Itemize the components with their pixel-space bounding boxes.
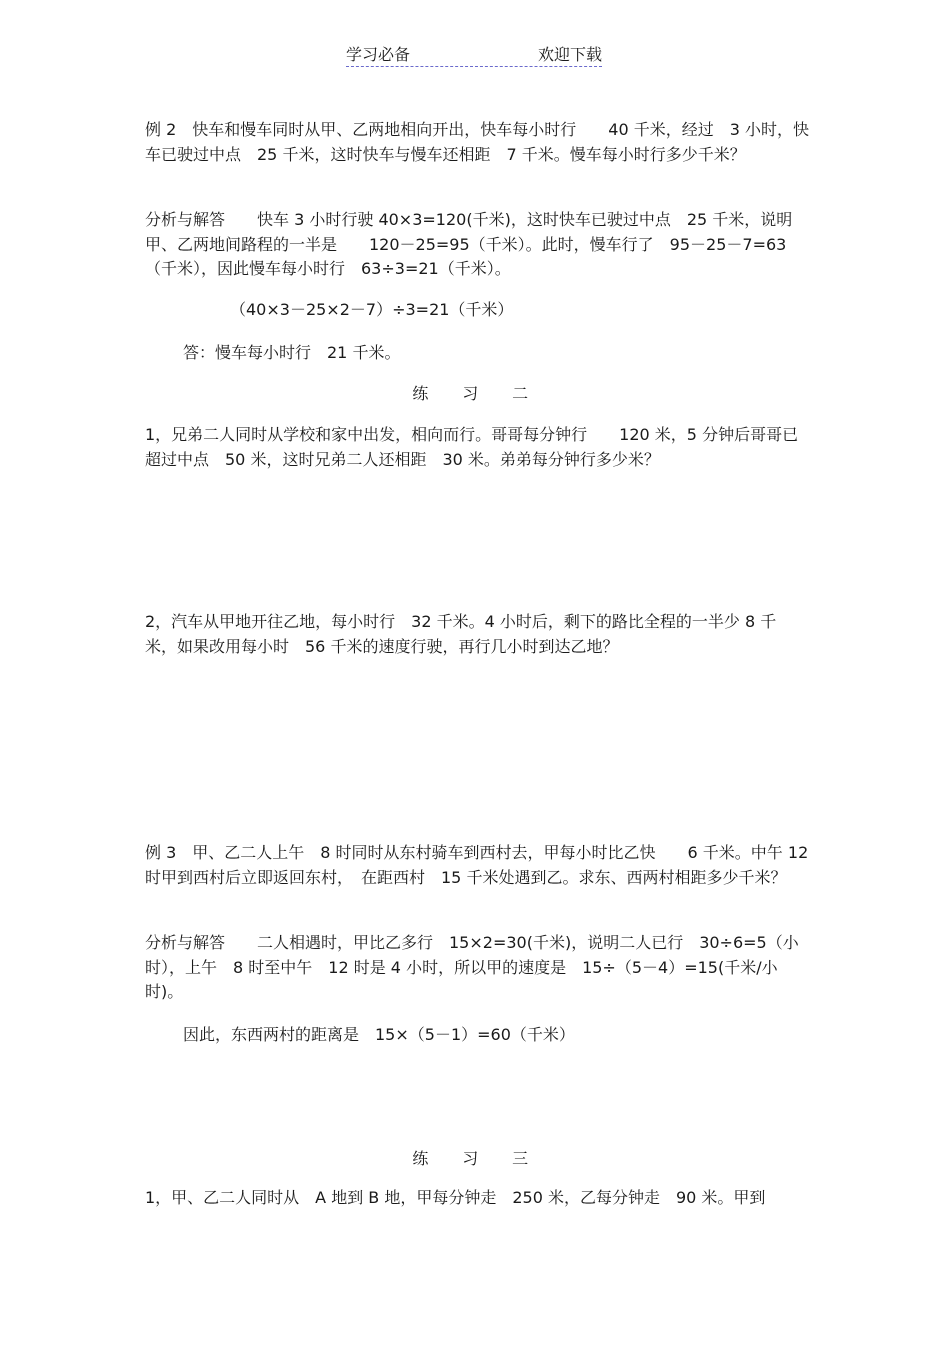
example2-analysis: 分析与解答 快车 3 小时行驶 40×3=120(千米)，这时快车已驶过中点 25 千米，说明甲、乙两地间路程的一半是 120－25=95（千米）。此时，慢车行了 95－25－7=63（千米），因此慢车每小时行 63÷3=21（千米）。	[145, 210, 793, 278]
exercise2-question-1: 1，兄弟二人同时从学校和家中出发，相向而行。哥哥每分钟行 120 米，5 分钟后哥哥已超过中点 50 米，这时兄弟二人还相距 30 米。弟弟每分钟行多少米？	[145, 425, 799, 469]
example3-question: 例 3 甲、乙二人上午 8 时同时从东村骑车到西村去，甲每小时比乙快 6 千米。中午 12 时甲到西村后立即返回东村， 在距西村 15 千米处遇到乙。求东、西两村相距多少千米？	[145, 843, 809, 887]
example2-answer: 答：慢车每小时行 21 千米。	[183, 343, 401, 362]
page-header	[346, 42, 602, 67]
example3-analysis: 分析与解答 二人相遇时，甲比乙多行 15×2=30(千米)，说明二人已行 30÷6=5（小时），上午 8 时至中午 12 时是 4 小时，所以甲的速度是 15÷（5－4）=15(千米/小时)。	[145, 933, 799, 1001]
exercise3-title: 练 习 三	[412, 1149, 543, 1168]
exercise2-question-2: 2，汽车从甲地开往乙地，每小时行 32 千米。4 小时后，剩下的路比全程的一半少 8 千米，如果改用每小时 56 千米的速度行驶，再行几小时到达乙地？	[145, 612, 777, 656]
header-left-text: 学习必备	[346, 45, 411, 64]
example3-conclusion: 因此，东西两村的距离是 15×（5－1）=60（千米）	[183, 1025, 575, 1044]
example2-question: 例 2 快车和慢车同时从甲、乙两地相向开出，快车每小时行 40 千米，经过 3 小时，快车已驶过中点 25 千米，这时快车与慢车还相距 7 千米。慢车每小时行多少千米？	[145, 120, 809, 164]
exercise3-question-1: 1，甲、乙二人同时从 A 地到 B 地，甲每分钟走 250 米，乙每分钟走 90 米。甲到	[145, 1188, 766, 1207]
exercise2-title: 练 习 二	[412, 384, 543, 403]
example2-formula: （40×3－25×2－7）÷3=21（千米）	[230, 300, 514, 319]
header-right-text: 欢迎下载	[537, 45, 602, 64]
